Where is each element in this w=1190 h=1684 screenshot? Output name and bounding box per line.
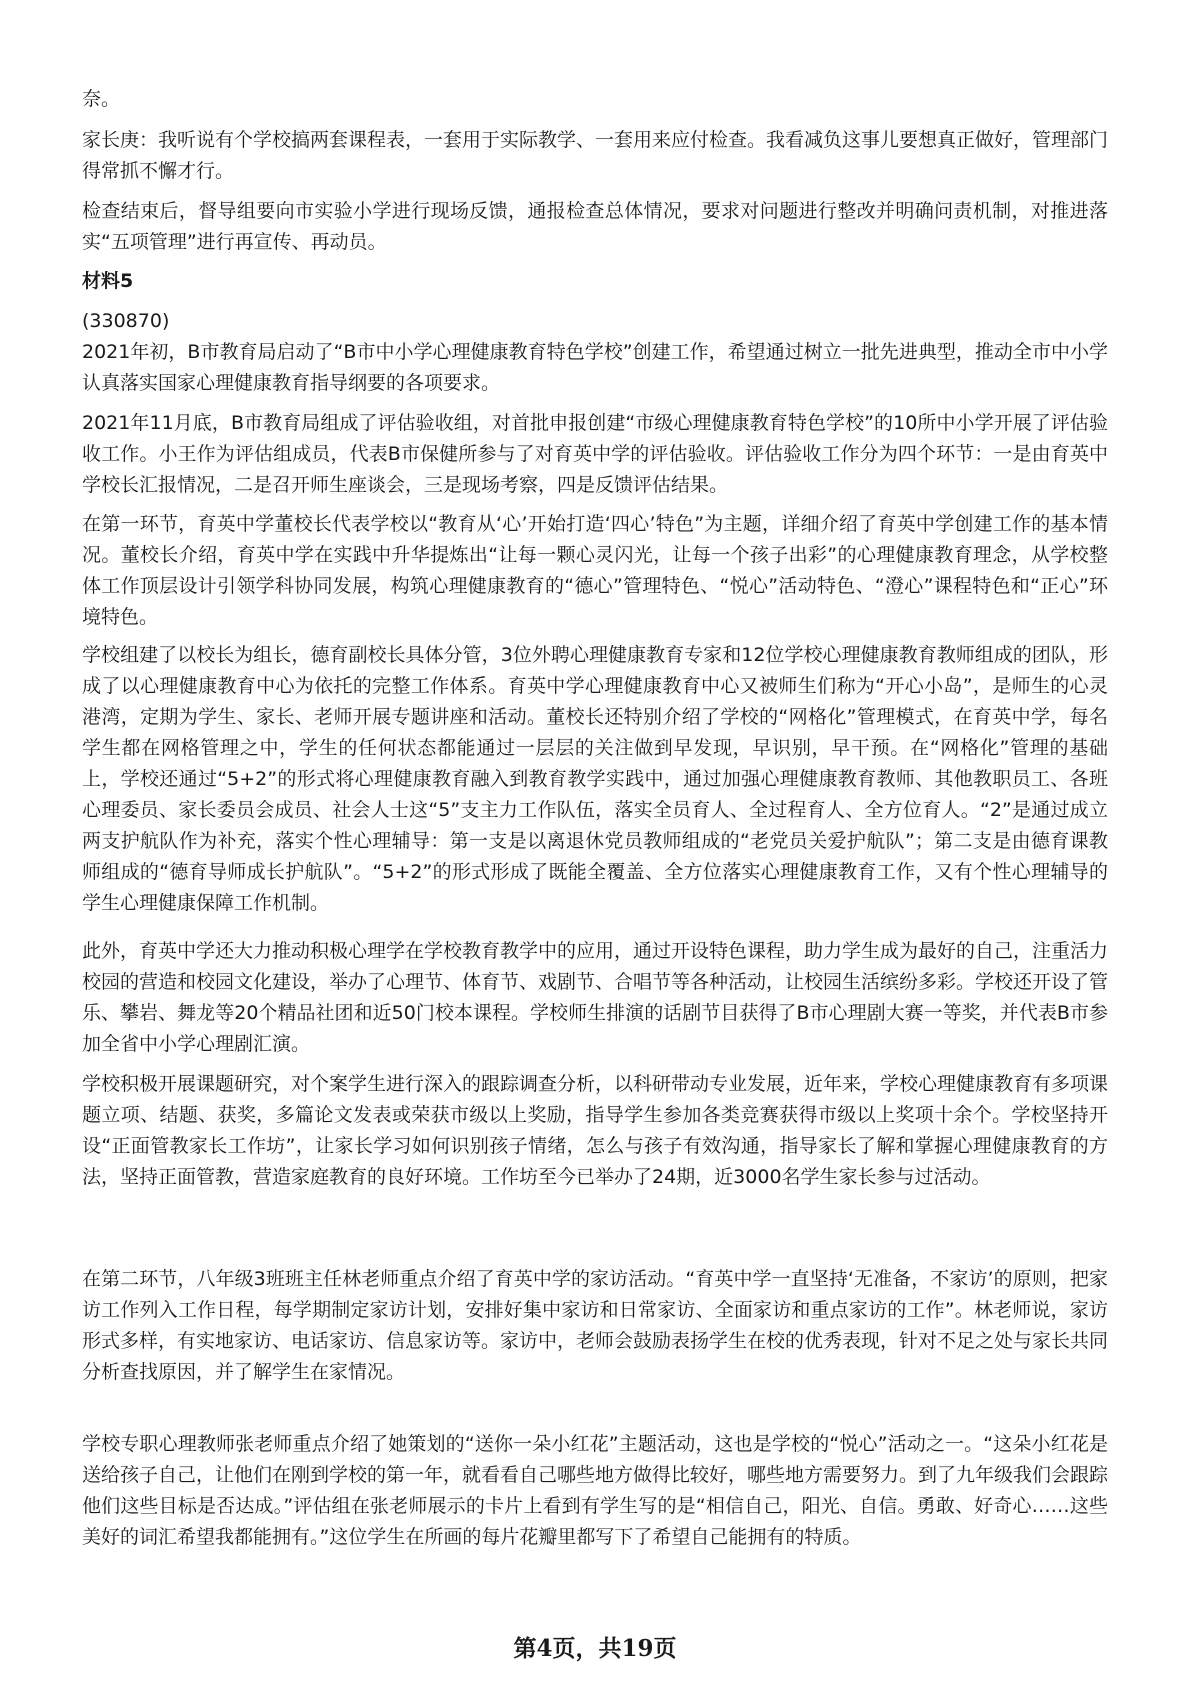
paragraph: 检查结束后，督导组要向市实验小学进行现场反馈，通报检查总体情况，要求对问题进行整改并明确问责机制，对推进落实“五项管理”进行再宣传、再动员。 <box>82 200 1108 253</box>
question-code: (330870) <box>82 310 170 332</box>
page-number: 第4页，共19页 <box>513 1635 677 1662</box>
section-heading: 材料5 <box>82 270 134 292</box>
paragraph: 在第一环节，育英中学董校长代表学校以“教育从‘心’开始打造‘四心’特色”为主题，详细介绍了育英中学创建工作的基本情况。董校长介绍，育英中学在实践中升华提炼出“让每一颗心灵闪光，让每一个孩子出彩”的心理健康教育理念，从学校整体工作顶层设计引领学科协同发展，构筑心理健康教育的“德心”管理特色、“悦心”活动特色、“澄心”课程特色和“正心”环境特色。 <box>82 513 1108 628</box>
paragraph: 此外，育英中学还大力推动积极心理学在学校教育教学中的应用，通过开设特色课程，助力学生成为最好的自己，注重活力校园的营造和校园文化建设，举办了心理节、体育节、戏剧节、合唱节等各种活动，让校园生活缤纷多彩。学校还开设了管乐、攀岩、舞龙等20个精品社团和近50门校本课程。学校师生排演的话剧节目获得了B市心理剧大赛一等奖，并代表B市参加全省中小学心理剧汇演。 <box>82 940 1109 1055</box>
paragraph: 2021年11月底，B市教育局组成了评估验收组，对首批申报创建“市级心理健康教育特色学校”的10所中小学开展了评估验收工作。小王作为评估组成员，代表B市保健所参与了对育英中学的评估验收。评估验收工作分为四个环节：一是由育英中学校长汇报情况，二是召开师生座谈会，三是现场考察，四是反馈评估结果。 <box>82 412 1108 496</box>
paragraph: 2021年初，B市教育局启动了“B市中小学心理健康教育特色学校”创建工作，希望通过树立一批先进典型，推动全市中小学认真落实国家心理健康教育指导纲要的各项要求。 <box>82 341 1108 394</box>
paragraph: 家长庚：我听说有个学校搞两套课程表，一套用于实际教学、一套用来应付检查。我看减负这事儿要想真正做好，管理部门得常抓不懈才行。 <box>82 129 1109 182</box>
paragraph: 在第二环节，八年级3班班主任林老师重点介绍了育英中学的家访活动。“育英中学一直坚持‘无准备，不家访’的原则，把家访工作列入工作日程，每学期制定家访计划，安排好集中家访和日常家访、全面家访和重点家访的工作”。林老师说，家访形式多样，有实地家访、电话家访、信息家访等。家访中，老师会鼓励表扬学生在校的优秀表现，针对不足之处与家长共同分析查找原因，并了解学生在家情况。 <box>82 1268 1109 1383</box>
paragraph: 学校专职心理教师张老师重点介绍了她策划的“送你一朵小红花”主题活动，这也是学校的“悦心”活动之一。“这朵小红花是送给孩子自己，让他们在刚到学校的第一年，就看看自己哪些地方做得比较好，哪些地方需要努力。到了九年级我们会跟踪他们这些目标是否达成。”评估组在张老师展示的卡片上看到有学生写的是“相信自己，阳光、自信。勇敢、好奇心……这些美好的词汇希望我都能拥有。”这位学生在所画的每片花瓣里都写下了希望自己能拥有的特质。 <box>82 1433 1109 1548</box>
paragraph: 学校组建了以校长为组长，德育副校长具体分管，3位外聘心理健康教育专家和12位学校心理健康教育教师组成的团队，形成了以心理健康教育中心为依托的完整工作体系。育英中学心理健康教育中心又被师生们称为“开心小岛”，是师生的心灵港湾，定期为学生、家长、老师开展专题讲座和活动。董校长还特别介绍了学校的“网格化”管理模式，在育英中学，每名学生都在网格管理之中，学生的任何状态都能通过一层层的关注做到早发现，早识别，早干预。在“网格化”管理的基础上，学校还通过“5+2”的形式将心理健康教育融入到教育教学实践中，通过加强心理健康教育教师、其他教职员工、各班心理委员、家长委员会成员、社会人士这“5”支主力工作队伍，落实全员育人、全过程育人、全方位育人。“2”是通过成立两支护航队作为补充，落实个性心理辅导：第一支是以离退休党员教师组成的“老党员关爱护航队”；第二支是由德育课教师组成的“德育导师成长护航队”。“5+2”的形式形成了既能全覆盖、全方位落实心理健康教育工作，又有个性心理辅导的学生心理健康保障工作机制。 <box>82 644 1108 914</box>
paragraph: 学校积极开展课题研究，对个案学生进行深入的跟踪调查分析，以科研带动专业发展，近年来，学校心理健康教育有多项课题立项、结题、获奖，多篇论文发表或荣获市级以上奖励，指导学生参加各类竞赛获得市级以上奖项十余个。学校坚持开设“正面管教家长工作坊”，让家长学习如何识别孩子情绪，怎么与孩子有效沟通，指导家长了解和掌握心理健康教育的方法，坚持正面管教，营造家庭教育的良好环境。工作坊至今已举办了24期，近3000名学生家长参与过活动。 <box>82 1073 1109 1188</box>
paragraph: 奈。 <box>82 88 121 110</box>
